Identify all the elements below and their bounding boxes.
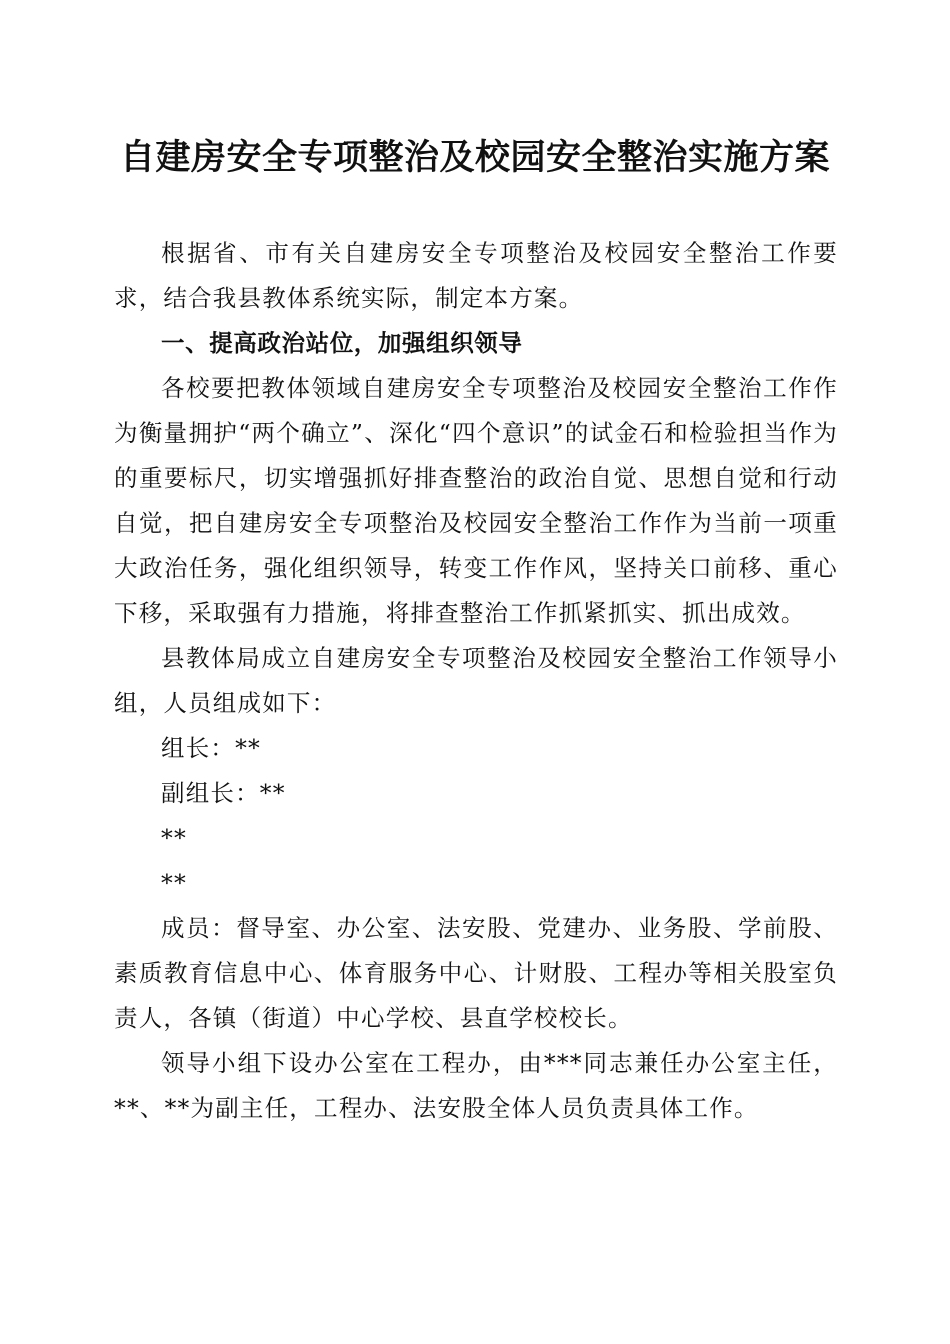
document-title: 自建房安全专项整治及校园安全整治实施方案 [119,137,830,178]
body-paragraph: 县教体局成立自建房安全专项整治及校园安全整治工作领导小组，人员组成如下： [114,644,838,717]
deputy-name-line: ** [161,869,187,897]
members-paragraph: 成员：督导室、办公室、法安股、党建办、业务股、学前股、素质教育信息中心、体育服务中心、计财股、工程办等相关股室负责人，各镇（街道）中心学校、县直学校校长。 [114,914,838,1032]
document-body [114,231,838,1131]
deputy-leader-line: 副组长：** [161,779,286,807]
deputy-name-line: ** [161,824,187,852]
section-heading-1: 一、提高政治站位，加强组织领导 [161,329,523,357]
body-paragraph: 各校要把教体领域自建房安全专项整治及校园安全整治工作作为衡量拥护“两个确立”、深化“四个意识”的试金石和检验担当作为的重要标尺，切实增强抓好排查整治的政治自觉、思想自觉和行动自觉，把自建房安全专项整治及校园安全整治工作作为当前一项重大政治任务，强化组织领导，转变工作作风，坚持关口前移、重心下移，采取强有力措施，将排查整治工作抓紧抓实、抓出成效。 [114,374,838,627]
office-paragraph: 领导小组下设办公室在工程办，由***同志兼任办公室主任，**、**为副主任，工程办、法安股全体人员负责具体工作。 [114,1049,838,1122]
intro-paragraph: 根据省、市有关自建房安全专项整治及校园安全整治工作要求，结合我县教体系统实际，制定本方案。 [114,239,838,312]
leader-line: 组长：** [161,734,261,762]
